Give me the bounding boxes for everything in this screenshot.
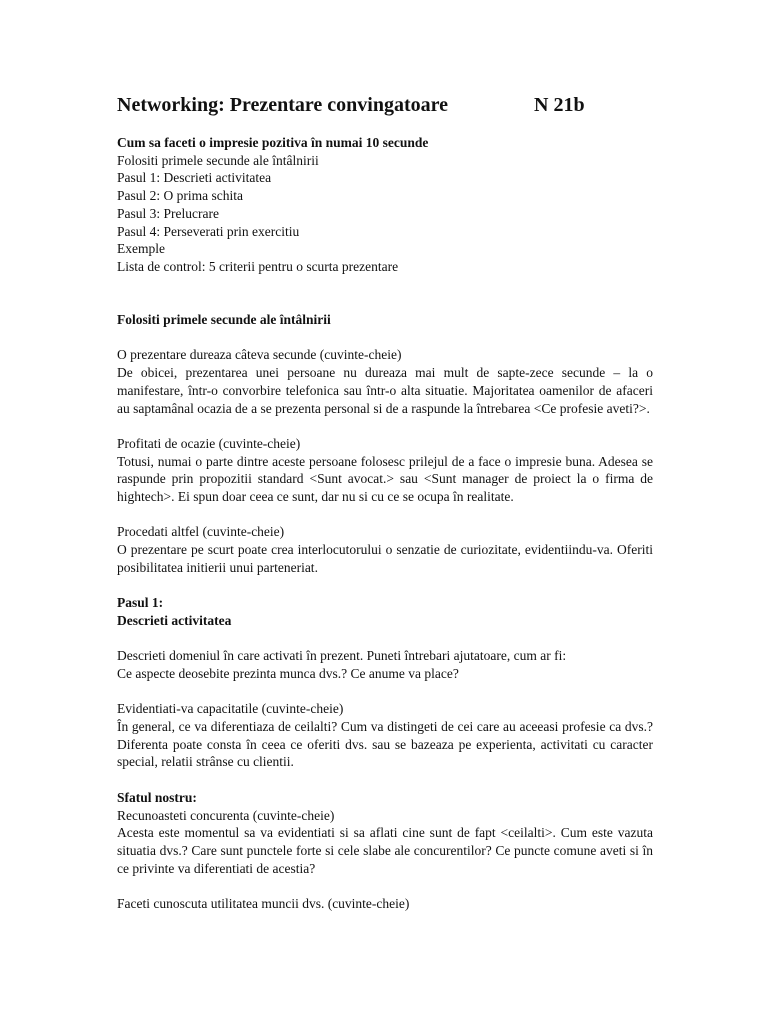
paragraph-text: Descrieti domeniul în care activati în prezent. Puneti întrebari ajutatoare, cum ar fi: bbox=[117, 648, 567, 664]
summary-item: Exemple bbox=[117, 241, 165, 257]
document-body bbox=[117, 134, 653, 913]
paragraph-title: Profitati de ocazie (cuvinte-cheie) bbox=[117, 435, 301, 451]
section-heading: Folositi primele secunde ale întâlnirii bbox=[117, 312, 331, 327]
paragraph-title: Recunoasteti concurenta (cuvinte-cheie) bbox=[117, 807, 335, 823]
paragraph-title: Faceti cunoscuta utilitatea muncii dvs. (cuvinte-cheie) bbox=[117, 896, 410, 912]
summary-item: Pasul 2: O prima schita bbox=[117, 188, 243, 204]
section-heading: Pasul 1: bbox=[117, 595, 164, 611]
summary-item: Folositi primele secunde ale întâlnirii bbox=[117, 152, 319, 168]
summary-item: Lista de control: 5 criterii pentru o scurta prezentare bbox=[117, 258, 399, 274]
summary-heading: Cum sa faceti o impresie pozitiva în numai 10 secunde bbox=[117, 135, 429, 150]
paragraph-text: O prezentare pe scurt poate crea interlocutorului o senzatie de curiozitate, evidentiindu-va. Oferiti posibilitatea initierii unui parteneriat. bbox=[117, 542, 653, 575]
paragraph-title: Evidentiati-va capacitatile (cuvinte-cheie) bbox=[117, 701, 344, 717]
summary-item: Pasul 1: Descrieti activitatea bbox=[117, 170, 272, 186]
summary-item: Pasul 3: Prelucrare bbox=[117, 205, 219, 221]
paragraph-text: În general, ce va diferentiaza de ceilalti? Cum va distingeti de cei care au aceeasi profesie ca dvs.? Diferenta poate consta în ceea ce oferiti dvs. sau se bazeaza pe experienta, activitati cu caracter special, relatii strânse cu clientii. bbox=[117, 719, 653, 770]
paragraph-text: Ce aspecte deosebite prezinta munca dvs.? Ce anume va place? bbox=[117, 665, 459, 681]
advice-heading: Sfatul nostru: bbox=[117, 789, 197, 805]
section-heading: Descrieti activitatea bbox=[117, 612, 232, 628]
paragraph-title: O prezentare dureaza câteva secunde (cuvinte-cheie) bbox=[117, 347, 402, 363]
paragraph-text: De obicei, prezentarea unei persoane nu dureaza mai mult de sapte-zece secunde – la o manifestare, într-o convorbire telefonica sau într-o alta situatie. Majoritatea oamenilor de afaceri au saptamânal ocazia de a se prezenta personal si de a raspunde la întrebarea <Ce profesie aveti?>. bbox=[117, 365, 653, 416]
document-code: N 21b bbox=[534, 94, 585, 116]
summary-item: Pasul 4: Perseverati prin exercitiu bbox=[117, 223, 300, 239]
paragraph-text: Totusi, numai o parte dintre aceste persoane folosesc prilejul de a face o impresie buna. Adesea se raspunde prin propozitii standard <Sunt avocat.> sau <Sunt manager de proiect la o firma de hightech>. Ei spun doar ceea ce sunt, dar nu si cu ce se ocupa în realitate. bbox=[117, 453, 653, 504]
paragraph-title: Procedati altfel (cuvinte-cheie) bbox=[117, 524, 285, 540]
paragraph-text: Acesta este momentul sa va evidentiati si sa aflati cine sunt de fapt <ceilalti>. Cum este vazuta situatia dvs.? Care sunt punctele forte si cele slabe ale concurentilor? Ce puncte comune aveti si în ce privinte va diferentiati de acestia? bbox=[117, 825, 653, 876]
document-title: Networking: Prezentare convingatoare bbox=[117, 94, 449, 116]
